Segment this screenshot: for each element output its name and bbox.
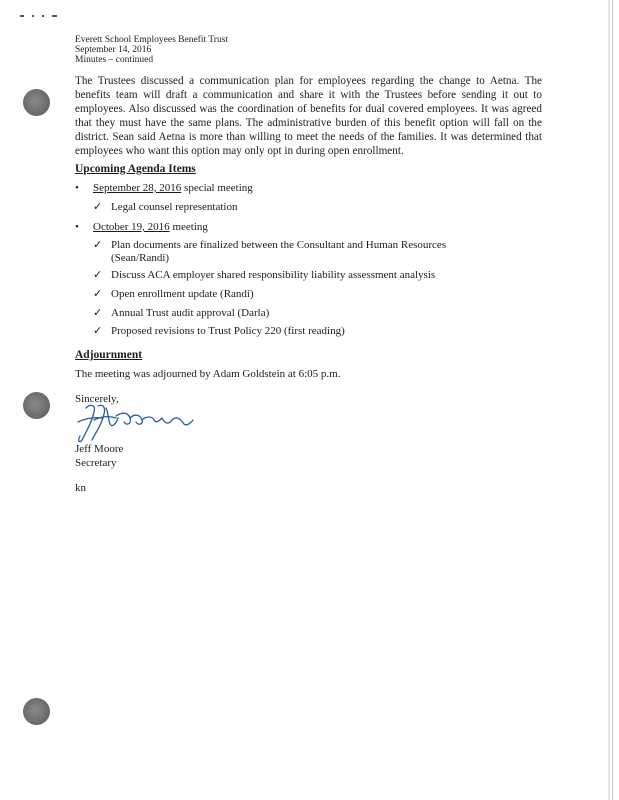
meeting-type: special meeting [181,182,253,194]
meeting-type: meeting [169,221,208,233]
page-edge-line [612,0,613,800]
adjournment-text: The meeting was adjourned by Adam Goldstein at 6:05 p.m. [75,368,341,380]
agenda-subitem: Discuss ACA employer shared responsibility liability assessment analysis [111,269,436,281]
bullet-icon: • [75,221,79,233]
header-org: Everett School Employees Benefit Trust [75,35,229,45]
check-icon: ✓ [93,325,103,337]
agenda-subitem: Legal counsel representation [111,201,238,213]
agenda-subitem: Proposed revisions to Trust Policy 220 (first reading) [111,325,345,337]
bullet-icon: • [75,182,79,194]
check-icon: ✓ [93,269,103,281]
header-continued: Minutes – continued [75,55,154,65]
document-header [75,35,228,65]
signer-title: Secretary [75,457,117,469]
signer-name: Jeff Moore [75,443,124,455]
agenda-subitem: Open enrollment update (Randi) [111,288,254,300]
adjournment-heading: Adjournment [75,349,143,361]
header-date: September 14, 2016 [75,45,152,55]
signature-image [72,398,196,444]
scan-artifact [20,14,58,18]
upcoming-agenda-heading: Upcoming Agenda Items [75,163,196,175]
meeting-item [93,181,253,195]
agenda-subitem: Annual Trust audit approval (Darla) [111,307,270,319]
check-icon: ✓ [93,288,103,300]
agenda-subitem: Plan documents are finalized between the Consultant and Human Resources [111,239,447,251]
punch-hole-icon [23,698,50,725]
agenda-subitem-continued: (Sean/Randi) [111,252,170,264]
punch-hole-icon [23,89,50,116]
meeting-date: October 19, 2016 [93,221,170,233]
meeting-item [93,220,208,234]
check-icon: ✓ [93,239,103,251]
closing-salutation: Sincerely, [75,393,119,405]
page-edge-shadow [608,0,610,800]
typist-initials: kn [75,482,86,494]
meeting-date: September 28, 2016 [93,182,182,194]
check-icon: ✓ [93,307,103,319]
discussion-paragraph: The Trustees discussed a communication plan for employees regarding the change to Aetna. The benefits team will draft a communication and share it with the Trustees before sending it out to employees. Also discussed was the coordination of benefits for dual covered employees. It was agreed that they must have the same plans. The administrative burden of this benefit option will fall on the district. Sean said Aetna is more than willing to meet the needs of the families. It was determined that employees who want this option may only opt in during open enrollment. [75,75,542,157]
check-icon: ✓ [93,201,103,213]
punch-hole-icon [23,392,50,419]
